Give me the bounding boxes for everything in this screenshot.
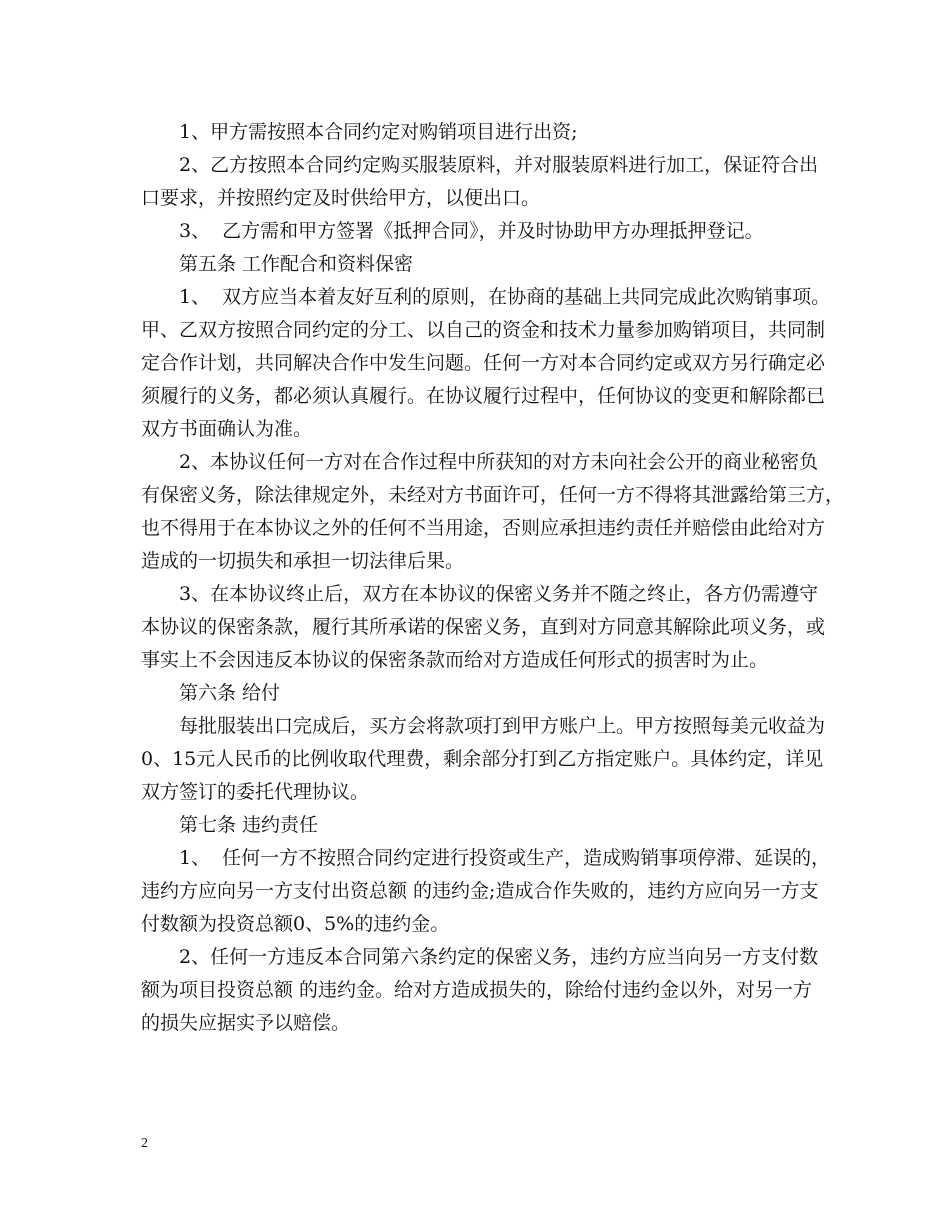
text-line: 额为项目投资总额 的违约金。给对方造成损失的，除给付违约金以外，对另一方 [141, 979, 813, 1001]
text-line: 2、乙方按照本合同约定购买服装原料，并对服装原料进行加工，保证符合出 [179, 154, 819, 176]
paragraph [141, 248, 811, 281]
text-line: 1、 双方应当本着友好互利的原则，在协商的基础上共同完成此次购销事项。 [179, 286, 831, 308]
paragraph [141, 281, 831, 446]
text-line: 也不得用于在本协议之外的任何不当用途，否则应承担违约责任并赔偿由此给对方 [141, 517, 826, 539]
text-line: 双方签订的委托代理协议。 [141, 781, 370, 803]
paragraph [141, 842, 831, 941]
text-line: 违约方应向另一方支付出资总额 的违约金;造成合作失败的，违约方应向另一方支 [141, 880, 819, 902]
text-line: 0、15元人民币的比例收取代理费，剩余部分打到乙方指定账户。具体约定，详见 [141, 748, 824, 770]
paragraph [141, 941, 819, 1040]
text-line: 第五条 工作配合和资料保密 [179, 253, 414, 275]
paragraph [141, 809, 811, 842]
text-line: 第七条 违约责任 [179, 814, 319, 836]
text-line: 3、 乙方需和甲方签署《抵押合同》，并及时协助甲方办理抵押登记。 [179, 220, 764, 242]
text-line: 3、在本协议终止后，双方在本协议的保密义务并不随之终止，各方仍需遵守 [179, 583, 819, 605]
paragraph [141, 215, 811, 248]
text-line: 第六条 给付 [179, 682, 281, 704]
text-line: 甲、乙双方按照合同约定的分工、以自己的资金和技术力量参加购销项目，共同制 [141, 319, 826, 341]
paragraph [141, 116, 811, 149]
text-line: 双方书面确认为准。 [141, 418, 313, 440]
text-line: 须履行的义务，都必须认真履行。在协议履行过程中，任何协议的变更和解除都已 [141, 385, 826, 407]
text-line: 的损失应据实予以赔偿。 [141, 1012, 351, 1034]
paragraph [141, 677, 811, 710]
paragraph [141, 446, 845, 578]
text-line: 口要求，并按照约定及时供给甲方，以便出口。 [141, 187, 541, 209]
text-line: 1、甲方需按照本合同约定对购销项目进行出资; [179, 121, 578, 143]
text-line: 付数额为投资总额0、5%的违约金。 [141, 913, 450, 935]
text-line: 1、 任何一方不按照合同约定进行投资或生产，造成购销事项停滞、延误的， [179, 847, 831, 869]
text-line: 2、本协议任何一方对在合作过程中所获知的对方未向社会公开的商业秘密负 [179, 451, 819, 473]
text-line: 本协议的保密条款，履行其所承诺的保密义务，直到对方同意其解除此项义务，或 [141, 616, 826, 638]
text-line: 定合作计划，共同解决合作中发生问题。任何一方对本合同约定或双方另行确定必 [141, 352, 826, 374]
text-line: 事实上不会因违反本协议的保密条款而给对方造成任何形式的损害时为止。 [141, 649, 769, 671]
paragraph [141, 149, 819, 215]
page-number: 2 [141, 1136, 148, 1151]
text-line: 每批服装出口完成后，买方会将款项打到甲方账户上。甲方按照每美元收益为 [179, 715, 826, 737]
paragraph [141, 710, 826, 809]
document-body [141, 116, 845, 1040]
text-line: 2、任何一方违反本合同第六条约定的保密义务，违约方应当向另一方支付数 [179, 946, 819, 968]
paragraph [141, 578, 826, 677]
text-line: 造成的一切损失和承担一切法律后果。 [141, 550, 465, 572]
text-line: 有保密义务，除法律规定外，未经对方书面许可，任何一方不得将其泄露给第三方， [141, 484, 845, 506]
